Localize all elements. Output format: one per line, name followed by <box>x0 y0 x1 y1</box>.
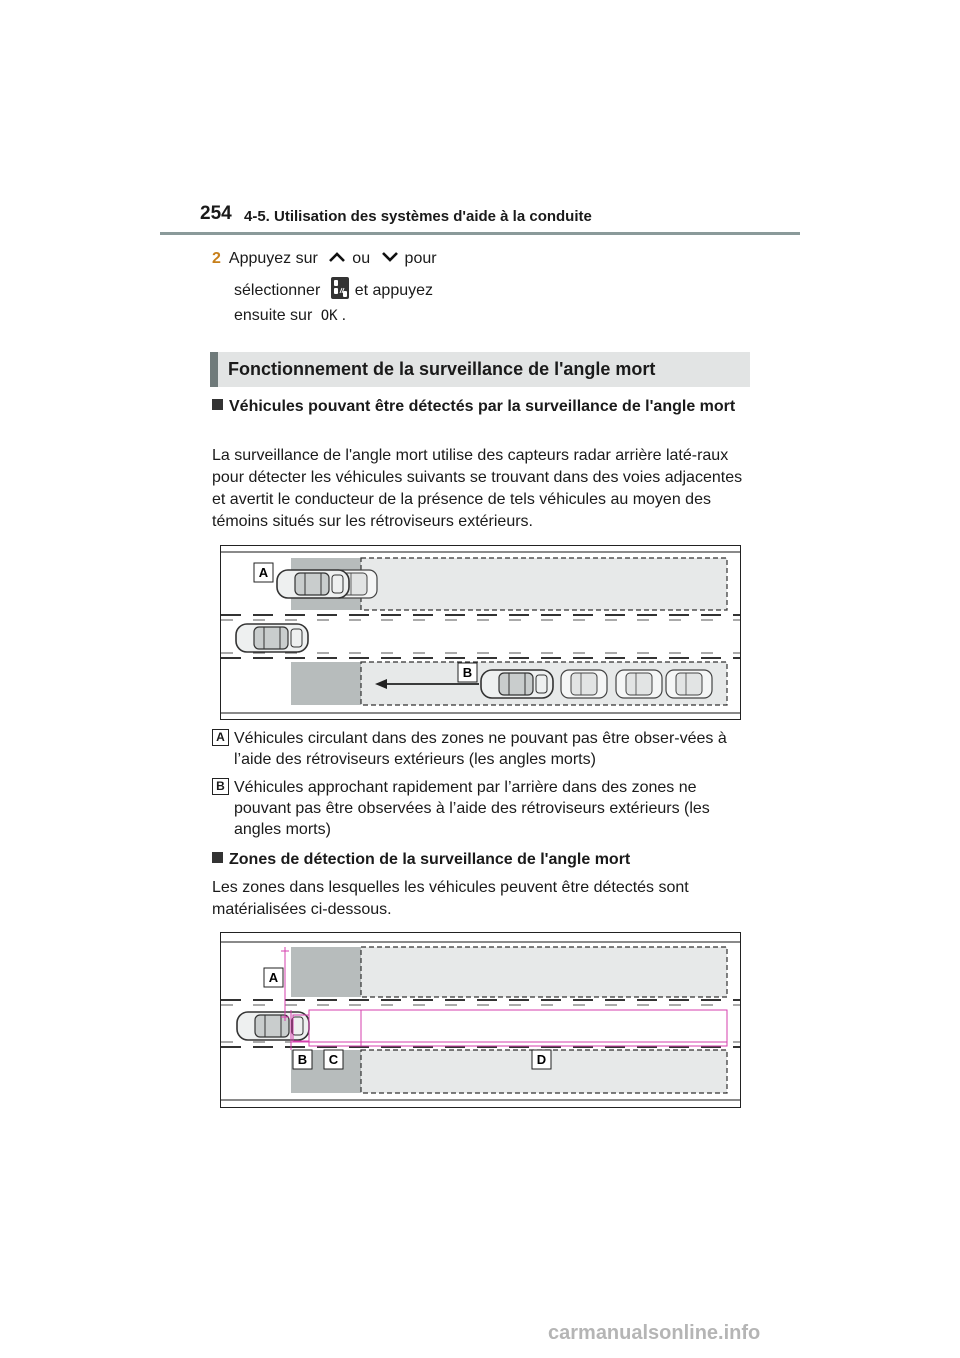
watermark: carmanualsonline.info <box>548 1322 761 1344</box>
callout-a <box>212 728 757 772</box>
figure-label-b-text: B <box>462 665 473 680</box>
sub-heading-zones <box>212 849 752 870</box>
callout-label-a: A <box>212 729 229 746</box>
chevron-down-icon <box>381 249 399 269</box>
figure-label-a-text: A <box>258 565 269 580</box>
bullet-square-icon <box>212 852 223 863</box>
header-rule <box>160 232 800 235</box>
section-header: 4-5. Utilisation des systèmes d'aide à la conduite <box>244 208 592 225</box>
callout-b <box>212 777 757 841</box>
figure2-label-d-text: D <box>536 1052 547 1067</box>
step-line-1 <box>212 249 437 269</box>
step-text: et appuyez <box>354 282 434 300</box>
sub-heading-text: Véhicules pouvant être détectés par la surveillance de l'angle mort <box>229 398 736 415</box>
body-paragraph-1: La surveillance de l'angle mort utilise des capteurs radar arrière laté-raux pour détecter les véhicules suivants se trouvant dans des voies adjacentes et avertit le conducteur de la présence de tels véhicules au moyen des témoins situés sur les rétroviseurs extérieurs. <box>212 447 743 530</box>
step-text: sélectionner <box>234 282 321 300</box>
page-number: 254 <box>200 203 232 224</box>
callout-label-b: B <box>212 778 229 795</box>
chevron-up-icon <box>328 249 346 269</box>
step-text: ou <box>352 250 371 268</box>
sub-heading-text: Zones de détection de la surveillance de l'angle mort <box>229 851 631 868</box>
body-paragraph-2: Les zones dans lesquelles les véhicules peuvent être détectés sont matérialisées ci-dessous. <box>212 879 689 918</box>
step-text: pour <box>404 250 437 268</box>
figure-detection-zones <box>220 932 741 1108</box>
figure2-label-b-text: B <box>297 1052 308 1067</box>
blind-spot-monitor-icon <box>331 277 349 305</box>
bullet-square-icon <box>212 399 223 410</box>
step-text: . <box>341 307 347 324</box>
sub-heading-detectable <box>212 396 752 417</box>
callout-text-a: Véhicules circulant dans des zones ne pouvant pas être obser-vées à l’aide des rétroviseurs extérieurs (les angles morts) <box>234 730 727 768</box>
step-line-2 <box>234 277 433 305</box>
figure2-label-c-text: C <box>328 1052 339 1067</box>
figure2-label-a-text: A <box>268 970 279 985</box>
step-line-3 <box>234 306 346 326</box>
section-title-bar <box>210 352 750 387</box>
section-title: Fonctionnement de la surveillance de l'angle mort <box>228 359 656 379</box>
step-text: Appuyez sur <box>228 250 318 268</box>
callout-text-b: Véhicules approchant rapidement par l’arrière dans des zones ne pouvant pas être observées à l’aide des rétroviseurs extérieurs (les angles morts) <box>234 779 710 838</box>
step-number: 2 <box>212 250 221 268</box>
ok-button-label: OK <box>320 308 338 324</box>
figure-detectable-vehicles <box>220 545 741 720</box>
step-text: ensuite sur <box>234 307 313 324</box>
